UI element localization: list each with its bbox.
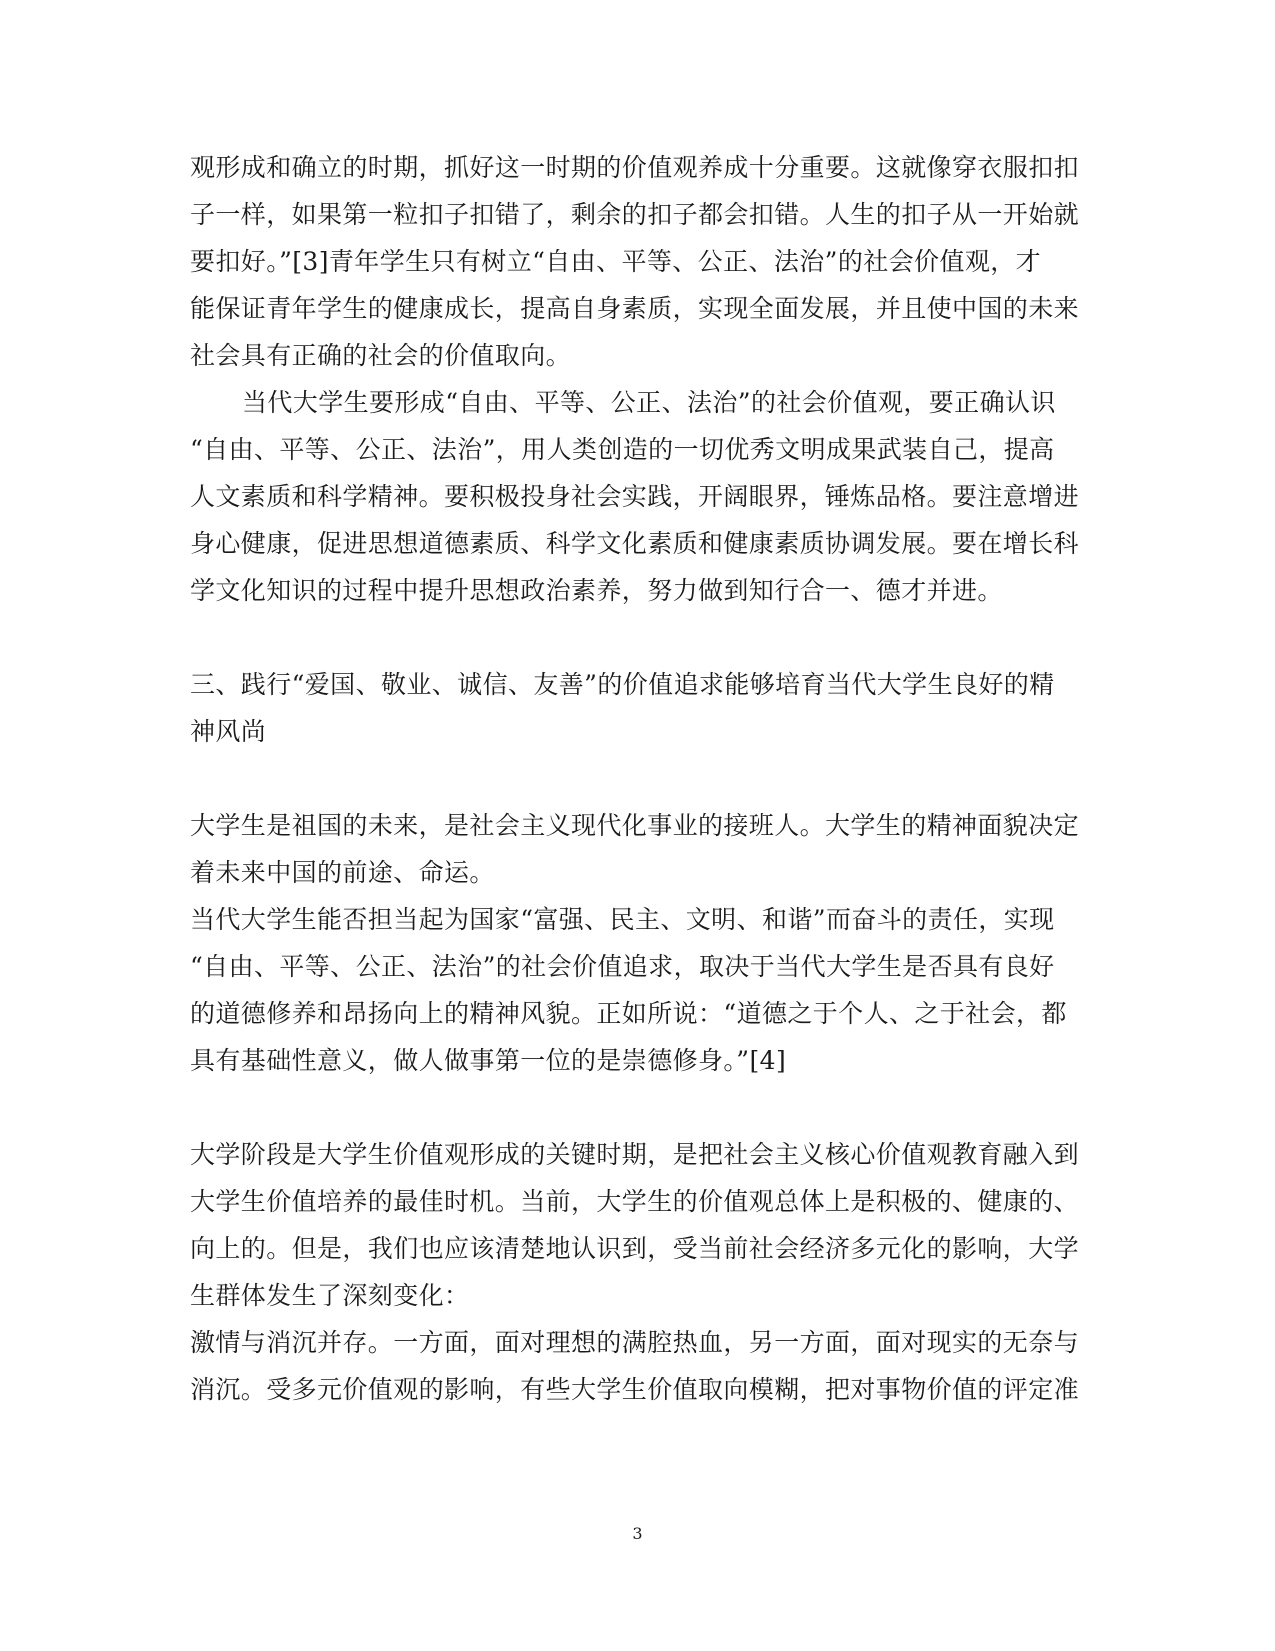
text-line: 向上的。但是，我们也应该清楚地认识到，受当前社会经济多元化的影响，大学 [190,1234,1080,1263]
text-line: 能保证青年学生的健康成长，提高自身素质，实现全面发展，并且使中国的未来 [190,294,1080,323]
text-line: 社会具有正确的社会的价值取向。 [190,341,572,370]
text-line: 生群体发生了深刻变化： [190,1281,470,1310]
text-line: 着未来中国的前途、命运。 [190,858,495,887]
text-line: 消沉。受多元价值观的影响，有些大学生价值取向模糊，把对事物价值的评定准 [190,1375,1080,1404]
text-line: 身心健康，促进思想道德素质、科学文化素质和健康素质协调发展。要在增长科 [190,529,1080,558]
text-line: 要扣好。”[3]青年学生只有树立“自由、平等、公正、法治”的社会价值观，才 [190,247,1042,276]
text-line: 具有基础性意义，做人做事第一位的是崇德修身。”[4] [190,1046,787,1075]
text-line: 激情与消沉并存。一方面，面对理想的满腔热血，另一方面，面对现实的无奈与 [190,1328,1080,1357]
section-heading: 神风尚 [190,717,267,746]
text-line: 大学生是祖国的未来，是社会主义现代化事业的接班人。大学生的精神面貌决定 [190,811,1080,840]
text-line: 子一样，如果第一粒扣子扣错了，剩余的扣子都会扣错。人生的扣子从一开始就 [190,200,1080,229]
text-line: “自由、平等、公正、法治”的社会价值追求，取决于当代大学生是否具有良好 [190,952,1055,981]
text-line: 观形成和确立的时期，抓好这一时期的价值观养成十分重要。这就像穿衣服扣扣 [190,153,1080,182]
text-line: 大学生价值培养的最佳时机。当前，大学生的价值观总体上是积极的、健康的、 [190,1187,1080,1216]
section-heading: 三、践行“爱国、敬业、诚信、友善”的价值追求能够培育当代大学生良好的精 [190,670,1055,699]
text-line: 大学阶段是大学生价值观形成的关键时期，是把社会主义核心价值观教育融入到 [190,1140,1080,1169]
text-line: 人文素质和科学精神。要积极投身社会实践，开阔眼界，锤炼品格。要注意增进 [190,482,1080,511]
page-number: 3 [632,1524,643,1543]
text-line: 当代大学生能否担当起为国家“富强、民主、文明、和谐”而奋斗的责任，实现 [190,905,1055,934]
text-line: “自由、平等、公正、法治”，用人类创造的一切优秀文明成果武装自己，提高 [190,435,1055,464]
paragraph-first-line: 当代大学生要形成“自由、平等、公正、法治”的社会价值观，要正确认识 [242,388,1056,417]
text-line: 学文化知识的过程中提升思想政治素养，努力做到知行合一、德才并进。 [190,576,1003,605]
text-line: 的道德修养和昂扬向上的精神风貌。正如所说：“道德之于个人、之于社会，都 [190,999,1067,1028]
